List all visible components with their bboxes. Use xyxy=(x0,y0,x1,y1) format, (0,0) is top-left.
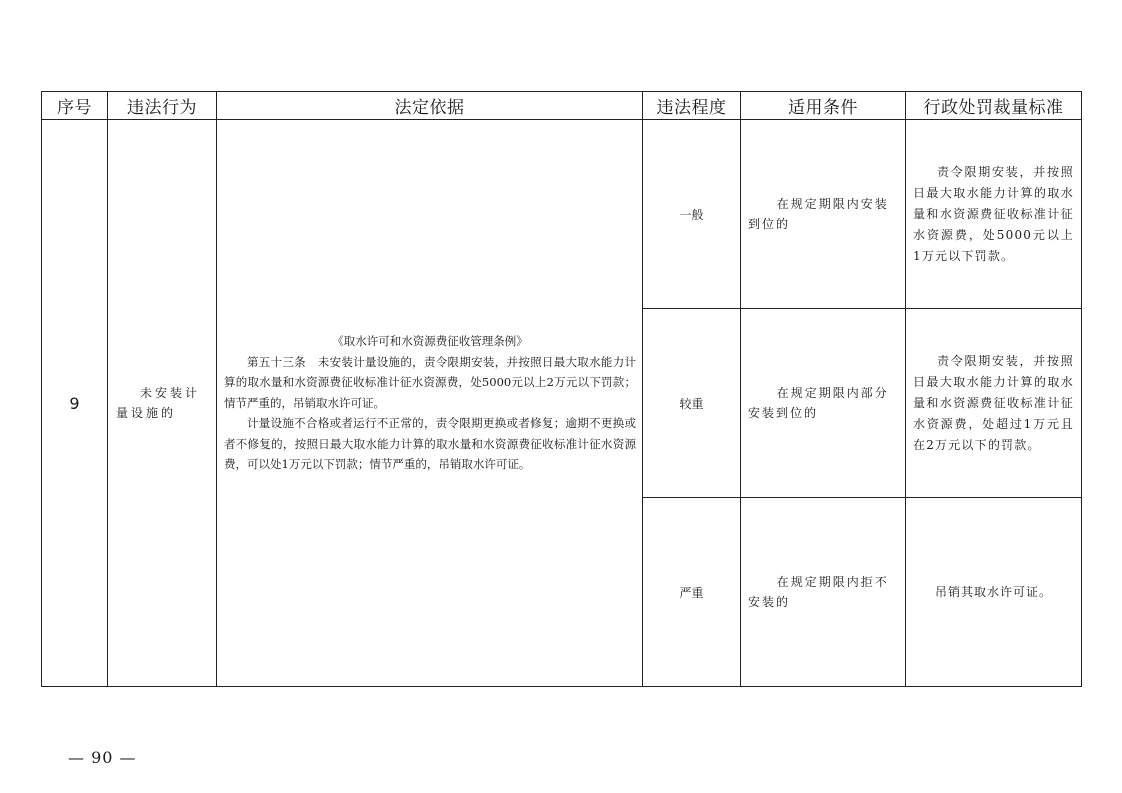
condition-text: 在规定期限内安装到位的 xyxy=(748,197,889,231)
header-violation: 违法行为 xyxy=(108,92,217,120)
law-title: 《取水许可和水资源费征收管理条例》 xyxy=(332,334,528,349)
header-condition: 适用条件 xyxy=(741,92,906,120)
row-number: 9 xyxy=(42,120,108,687)
degree-severe: 严重 xyxy=(643,498,741,687)
condition-serious xyxy=(741,309,906,498)
penalty-standard-table xyxy=(41,91,1082,687)
standard-general xyxy=(906,120,1082,309)
condition-severe xyxy=(741,498,906,687)
table-header-row xyxy=(42,92,1082,120)
standard-text: 吊销其取水许可证。 xyxy=(934,584,1052,599)
standard-serious xyxy=(906,309,1082,498)
degree-general: 一般 xyxy=(643,120,741,309)
legal-basis-cell xyxy=(217,120,643,687)
violation-cell xyxy=(108,120,217,687)
legal-basis-paragraph: 计量设施不合格或者运行不正常的，责令限期更换或者修复；逾期不更换或者不修复的，按照日最大取水能力计算的取水量和水资源费征收标准计征水资源费，可以处1万元以下罚款；情节严重的，吊销取水许可证。 xyxy=(224,416,636,472)
standard-text: 责令限期安装，并按照日最大取水能力计算的取水量和水资源费征收标准计征水资源费，处超过1万元且在2万元以下的罚款。 xyxy=(913,353,1074,452)
page-number: — 90 — xyxy=(68,748,137,767)
header-degree: 违法程度 xyxy=(643,92,741,120)
violation-text: 未安装计量设施的 xyxy=(116,386,201,420)
standard-text: 责令限期安装，并按照日最大取水能力计算的取水量和水资源费征收标准计征水资源费，处5000元以上1万元以下罚款。 xyxy=(913,164,1074,263)
condition-text: 在规定期限内拒不安装的 xyxy=(748,575,889,609)
condition-text: 在规定期限内部分安装到位的 xyxy=(748,386,889,420)
header-seq: 序号 xyxy=(42,92,108,120)
standard-severe xyxy=(906,498,1082,687)
table-row xyxy=(42,120,1082,309)
header-penalty-standard: 行政处罚裁量标准 xyxy=(906,92,1082,120)
legal-basis-paragraph: 第五十三条 未安装计量设施的，责令限期安装，并按照日最大取水能力计算的取水量和水资源费征收标准计征水资源费，处5000元以上2万元以下罚款；情节严重的，吊销取水许可证。 xyxy=(224,354,636,410)
header-legal-basis: 法定依据 xyxy=(217,92,643,120)
condition-general xyxy=(741,120,906,309)
degree-serious: 较重 xyxy=(643,309,741,498)
